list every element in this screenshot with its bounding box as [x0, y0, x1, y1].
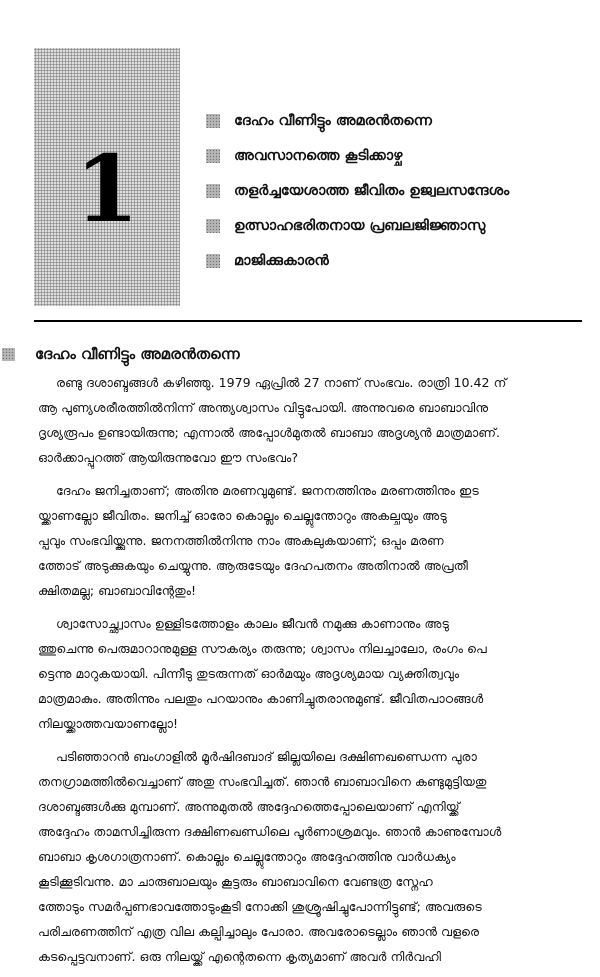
paragraph	[38, 744, 584, 969]
text-line: ക്ഷിതമല്ല; ബാബാവിന്റേതും!	[38, 583, 197, 598]
contents-item-label: അവസാനത്തെ കൂടിക്കാഴ്ച	[234, 148, 403, 164]
text-line: ശ്വാസോച്ഛ്വാസം ഉള്ളിടത്തോളം കാലം ജീവൻ നമുക്കു കാണാനും അടു	[56, 616, 449, 631]
horizontal-divider	[34, 320, 582, 322]
text-line: മാത്രമാകും. അതിന്നും പലതും പറയാനും കാണിച്ചുതരാനുമുണ്ട്. ജീവിതപാഠങ്ങൾ	[38, 691, 484, 706]
contents-item-label: ഉത്സാഹഭരിതനായ പ്രബലജിജ്ഞാസു	[234, 218, 486, 234]
contents-item	[206, 104, 509, 138]
text-line: പരിചരണത്തിന് എത്ര വില കല്പിച്ചാലും പോരാ. അവരോടെല്ലാം ഞാൻ വളരെ	[38, 924, 480, 939]
text-line: കൂടിക്കൂടിവന്നു. മാ ചാരുബാലയും കൂട്ടരും ബാബാവിനെ വേണ്ടത്ര സ്നേഹ	[38, 874, 433, 889]
chapter-contents-list	[206, 104, 509, 279]
text-line: ദൃശ്യരൂപം ഉണ്ടായിരുന്നു; എന്നാൽ അപ്പോൾമുതൽ ബാബാ അദൃശ്യൻ മാത്രമാണ്.	[38, 425, 501, 440]
section-heading	[2, 345, 240, 363]
text-line: നിലയ്ക്കാത്തവയാണല്ലോ!	[38, 716, 179, 731]
text-line: ത്തോടും സമർപ്പണഭാവത്തോടുംകൂടി നോക്കി ശുശ്രൂഷിച്ചുപോന്നിട്ടുണ്ട്; അവരുടെ	[38, 899, 482, 914]
text-line: ദശാബ്ദങ്ങൾക്കു മുമ്പാണ്. അന്നുമുതൽ അദ്ദേഹത്തെപ്പോലെയാണ് എനിയ്ക്ക്	[38, 799, 460, 814]
text-line: പ്പവും സംഭവിയ്ക്കുന്നു. ജനനത്തിൽനിന്നു നാം അകലുകയാണ്; ഒപ്പം മരണ	[38, 533, 444, 548]
text-line: പടിഞ്ഞാറൻ ബംഗാളിൽ മൂർഷിദബാദ് ജില്ലയിലെ ദക്ഷിണഖണ്ഡെന്ന പുരാ	[56, 749, 477, 764]
contents-item	[206, 244, 509, 278]
text-line: ട്ടെന്നു മാറുകയായി. പിന്നീടു തുടരുന്നത് ഓർമയും അദൃശ്യമായ വ്യക്തിത്വവും	[38, 666, 460, 681]
chapter-number: 1	[74, 135, 139, 243]
text-line: ഓർക്കാപ്പുറത്ത് ആയിരുന്നുവോ ഈ സംഭവം?	[38, 450, 299, 465]
chapter-number-block	[34, 48, 180, 306]
text-line: യ്ക്കാണല്ലോ ജീവിതം. ജനിച്ച് ഓരോ കൊല്ലം ചെല്ലുന്തോറും അകല്ചയും അടു	[38, 508, 447, 523]
section-title: ദേഹം വീണിട്ടും അമരൻതന്നെ	[35, 345, 240, 363]
contents-item	[206, 139, 509, 173]
contents-item-label: തളർച്ചയേശാത്ത ജീവിതം ഉജ്വലസന്ദേശം	[234, 183, 510, 199]
contents-item-label: മാജിക്കുകാരൻ	[234, 253, 329, 269]
paragraph	[38, 478, 584, 603]
text-line: അദ്ദേഹം താമസിച്ചിരുന്ന ദക്ഷിണഖണ്ഡിലെ പൂർണാശ്രമവും. ഞാൻ കാണുമ്പോൾ	[38, 824, 502, 839]
paragraph	[38, 370, 584, 470]
text-line: കടപ്പെട്ടവനാണ്. ഒരു നിലയ്ക്ക് എന്റെതന്നെ കൃത്യമാണ് അവർ നിർവഹി	[38, 949, 441, 964]
square-bullet-icon	[2, 348, 15, 361]
text-line: ദേഹം ജനിച്ചതാണ്; അതിനു മരണവുമുണ്ട്. ജനനത്തിനും മരണത്തിനും ഇട	[56, 483, 479, 498]
contents-item	[206, 174, 509, 208]
square-bullet-icon	[206, 254, 220, 268]
square-bullet-icon	[206, 114, 220, 128]
text-line: ബാബാ കൃശഗാത്രനാണ്. കൊല്ലം ചെല്ലുന്തോറും അദ്ദേഹത്തിനു വാർധക്യം	[38, 849, 456, 864]
square-bullet-icon	[206, 149, 220, 163]
text-line: രണ്ടു ദശാബ്ദങ്ങൾ കഴിഞ്ഞു. 1979 ഏപ്രിൽ 27 നാണ് സംഭവം. രാത്രി 10.42 ന്	[56, 375, 507, 390]
text-line: ആ പുണ്യശരീരത്തിൽനിന്ന് അന്ത്യശ്വാസം വിട്ടുപോയി. അന്നുവരെ ബാബാവിനു	[38, 400, 489, 415]
paragraph	[38, 611, 584, 736]
body-text	[38, 370, 584, 977]
square-bullet-icon	[206, 184, 220, 198]
contents-item	[206, 209, 509, 243]
text-line: ത്തോട് അടുക്കുകയും ചെയ്യുന്നു. ആരുടേയും ദേഹപതനം അതിനാൽ അപ്രതീ	[38, 558, 468, 573]
text-line: തനഗ്രാമത്തിൽവെച്ചാണ് അതു സംഭവിച്ചത്. ഞാൻ ബാബാവിനെ കണ്ടുമുട്ടിയതു	[38, 774, 487, 789]
text-line: ത്തുചെന്നു പെരുമാറാനുമുള്ള സൗകര്യം തരുന്നു; ശ്വാസം നിലച്ചാലോ, രംഗം പെ	[38, 641, 487, 656]
contents-item-label: ദേഹം വീണിട്ടും അമരൻതന്നെ	[234, 113, 432, 129]
square-bullet-icon	[206, 219, 220, 233]
